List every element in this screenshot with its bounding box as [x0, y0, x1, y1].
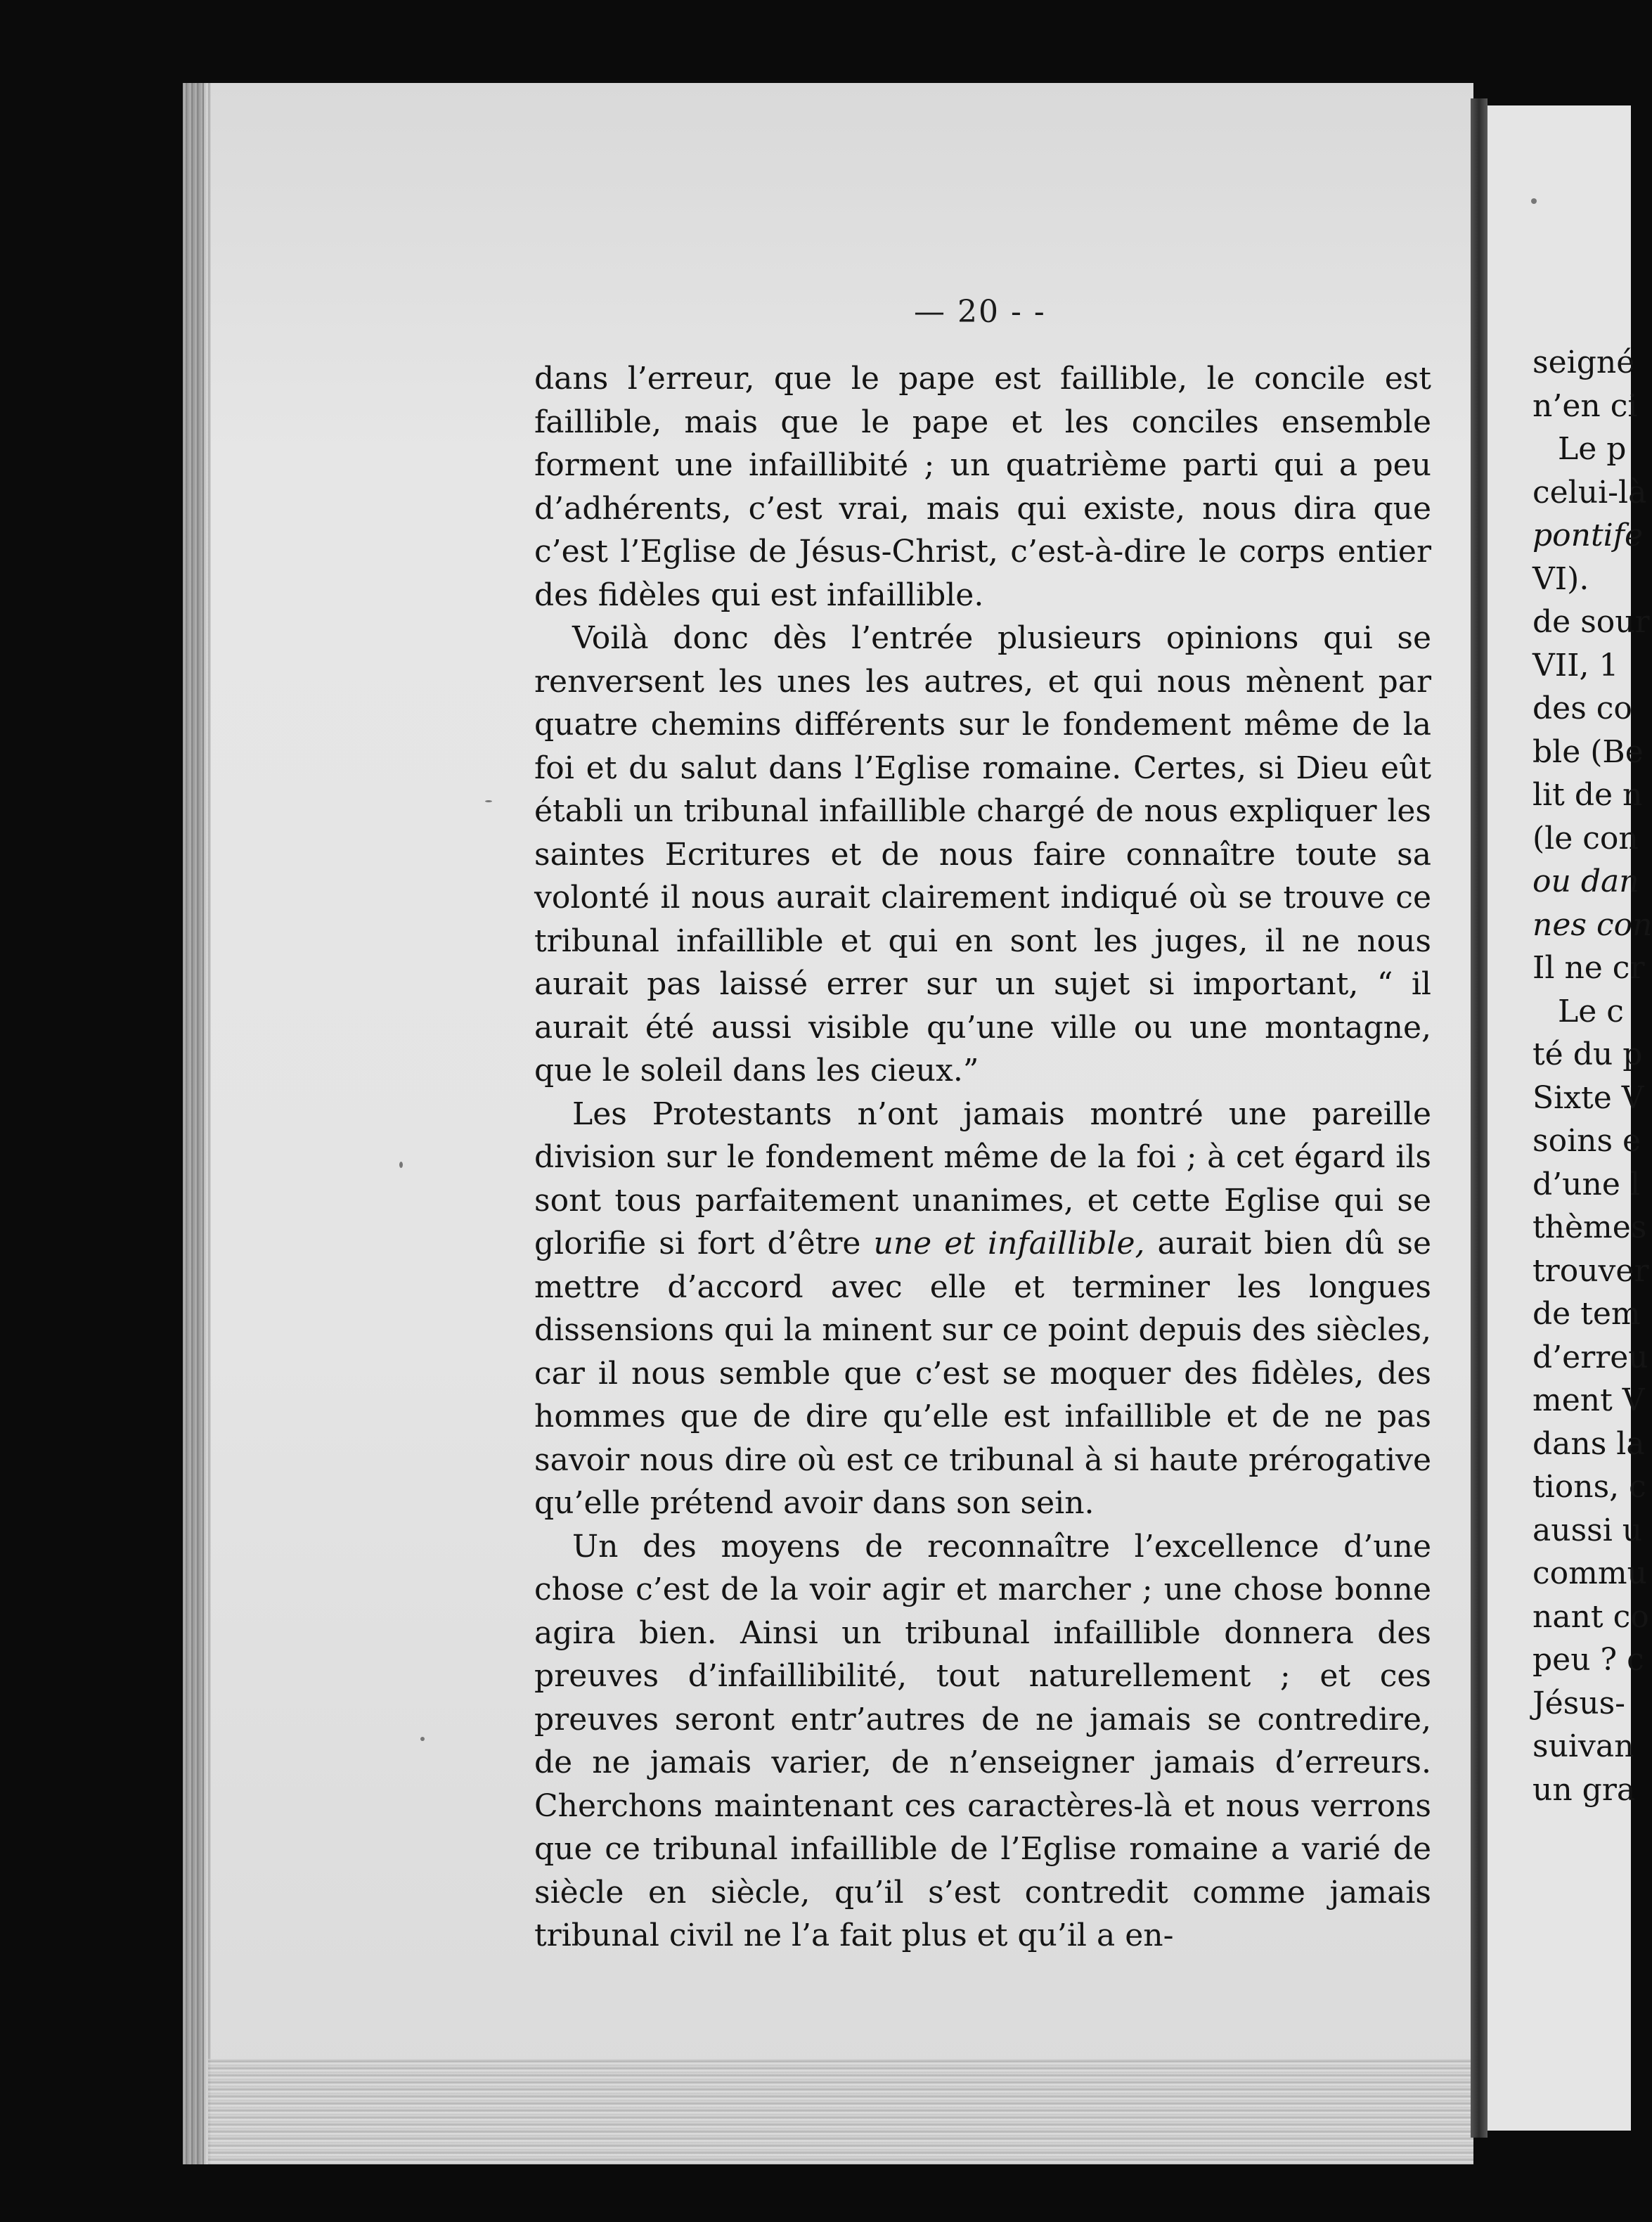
right-line: dans la: [1532, 1425, 1645, 1462]
right-line: Il ne cr: [1532, 950, 1645, 986]
right-line: tions, c: [1532, 1469, 1646, 1505]
right-line: de tem: [1532, 1296, 1641, 1332]
paragraph-3-before: Les Protestants n’ont jamais montré une pareille division sur le fondement même de la foi ; à cet égard ils sont tous parfaitement unanimes, et cette Eglise qui se glorifie si fort d’être: [534, 1096, 1431, 1261]
right-line: ou dan: [1532, 863, 1639, 899]
paragraph-2: Voilà donc dès l’entrée plusieurs opinions qui se renversent les unes les autres, et qui nous mènent par quatre chemins différents sur le fondement même de la foi et du salut dans l’Eglise romaine. Certes, si Dieu eût établi un tribunal infaillible chargé de nous expliquer les saintes Ecritures et de nous faire connaître toute sa volonté il nous aurait clairement indiqué où se trouve ce tribunal infaillible et qui en sont les juges, il ne nous aurait pas laissé errer sur un sujet si important, “ il aurait été aussi visible qu’une ville ou une montagne, que le soleil dans les cieux.”: [534, 620, 1431, 1088]
main-text: [534, 357, 1431, 1958]
right-line: nant co: [1532, 1598, 1649, 1635]
right-line: trouver: [1532, 1252, 1649, 1289]
right-line: VI).: [1532, 560, 1589, 597]
paragraph-3-emphasis: une et infaillible,: [873, 1226, 1145, 1261]
right-line: d’erreu: [1532, 1339, 1648, 1375]
right-line: celui-là: [1532, 474, 1647, 510]
right-line: lit de n: [1532, 777, 1643, 813]
paragraph-3: [534, 1093, 1431, 1525]
right-line: des co: [1532, 691, 1632, 726]
right-line: ment V: [1532, 1382, 1645, 1418]
right-line: (le con: [1532, 820, 1639, 856]
right-line: seigné: [1532, 345, 1635, 380]
right-line: VII, 1: [1532, 647, 1619, 683]
ink-speck: [1531, 198, 1537, 204]
right-line: aussi u: [1532, 1512, 1643, 1548]
right-line: d’une l: [1532, 1166, 1640, 1202]
page-number: — 20 - -: [914, 294, 1046, 330]
right-line: Jésus-: [1532, 1685, 1626, 1721]
right-line: soins e: [1532, 1123, 1641, 1159]
right-line: n’en ci: [1532, 387, 1638, 424]
right-line: Le c: [1558, 993, 1624, 1029]
right-line: pontife: [1532, 518, 1644, 553]
right-line: suivan: [1532, 1728, 1634, 1764]
right-line: Le p: [1558, 431, 1627, 467]
right-line: commu: [1532, 1555, 1647, 1591]
ink-speck: [399, 1162, 403, 1168]
right-line: ble (Be: [1532, 733, 1644, 770]
right-line: un gra: [1532, 1771, 1636, 1808]
paragraph-4: Un des moyens de reconnaître l’excellence d’une chose c’est de la voir agir et marcher ; une chose bonne agira bien. Ainsi un tribunal infaillible donnera des preuves d’infaillibilité, tout naturellement ; et ces preuves seront entr’autres de ne jamais se contredire, de ne jamais varier, de n’enseigner jamais d’erreurs. Cherchons maintenant ces caractères-là et nous verrons que ce tribunal infaillible de l’Eglise romaine a varié de siècle en siècle, qu’il s’est contredit comme jamais tribunal civil ne l’a fait plus et qu’il a en-: [534, 1528, 1431, 1953]
right-line: thèmes: [1532, 1209, 1647, 1245]
right-line: Sixte V: [1532, 1079, 1644, 1116]
paragraph-3-after: aurait bien dû se mettre d’accord avec elle et terminer les longues dissensions qui la minent sur ce point depuis des siècles, car il nous semble que c’est se moquer des fidèles, des hommes que de dire qu’elle est infaillible et de ne pas savoir nous dire où est ce tribunal à si haute prérogative qu’elle prétend avoir dans son sein.: [534, 1226, 1431, 1521]
right-page-text: [1532, 341, 1652, 1811]
paragraph-1: dans l’erreur, que le pape est faillible, le concile est faillible, mais que le pape et les conciles ensemble forment une infaillibité ; un quatrième parti qui a peu d’adhérents, c’est vrai, mais qui existe, nous dira que c’est l’Eglise de Jésus-Christ, c’est-à-dire le corps entier des fidèles qui est infaillible.: [534, 361, 1431, 613]
ink-speck: [485, 800, 492, 802]
right-line: peu ? c: [1532, 1642, 1644, 1678]
book-gutter: [1471, 98, 1488, 2138]
ink-speck: [420, 1737, 425, 1741]
right-line: té du p: [1532, 1036, 1643, 1072]
right-line: de sour: [1532, 604, 1650, 640]
right-line: nes con: [1532, 906, 1652, 943]
